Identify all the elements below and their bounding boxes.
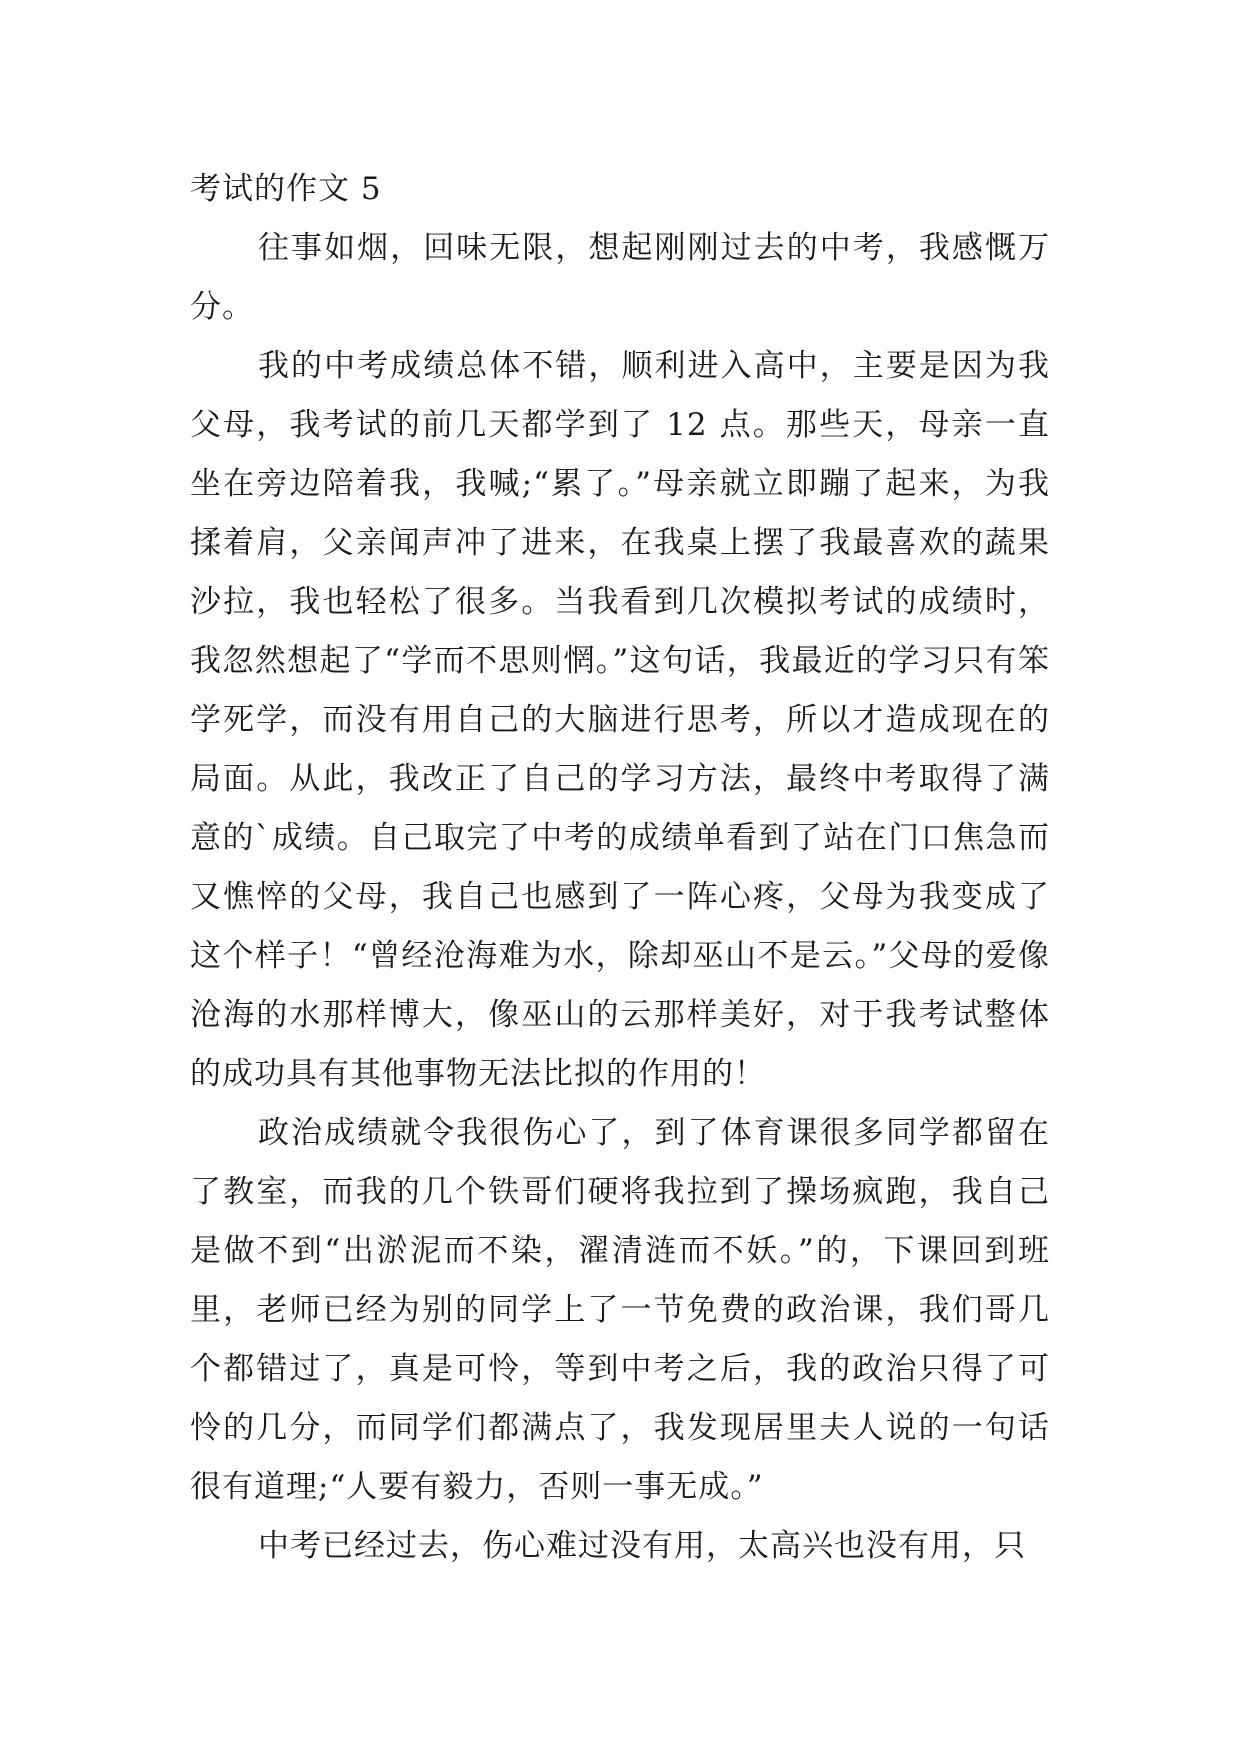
document-body bbox=[190, 160, 1050, 1576]
document-title: 考试的作文 5 bbox=[190, 171, 382, 207]
paragraph-1: 往事如烟，回味无限，想起刚刚过去的中考，我感慨万分。 bbox=[190, 230, 1050, 325]
paragraph-4: 中考已经过去，伤心难过没有用，太高兴也没有用，只 bbox=[258, 1528, 1026, 1564]
paragraph-2: 我的中考成绩总体不错，顺利进入高中，主要是因为我父母，我考试的前几天都学到了 12 点。那些天，母亲一直坐在旁边陪着我，我喊;“累了。”母亲就立即蹦了起来，为我揉着肩，父亲闻声冲了进来，在我桌上摆了我最喜欢的蔬果沙拉，我也轻松了很多。当我看到几次模拟考试的成绩时，我忽然想起了“学而不思则惘。”这句话，我最近的学习只有笨学死学，而没有用自己的大脑进行思考，所以才造成现在的局面。从此，我改正了自己的学习方法，最终中考取得了满意的`成绩。自己取完了中考的成绩单看到了站在门口焦急而又憔悴的父母，我自己也感到了一阵心疼，父母为我变成了这个样子！“曾经沧海难为水，除却巫山不是云。”父母的爱像沧海的水那样博大，像巫山的云那样美好，对于我考试整体的成功具有其他事物无法比拟的作用的！ bbox=[190, 348, 1050, 1092]
paragraph-3: 政治成绩就令我很伤心了，到了体育课很多同学都留在了教室，而我的几个铁哥们硬将我拉到了操场疯跑，我自己是做不到“出淤泥而不染，濯清涟而不妖。”的，下课回到班里，老师已经为别的同学上了一节免费的政治课，我们哥几个都错过了，真是可怜，等到中考之后，我的政治只得了可怜的几分，而同学们都满点了，我发现居里夫人说的一句话很有道理;“人要有毅力，否则一事无成。” bbox=[190, 1115, 1050, 1505]
